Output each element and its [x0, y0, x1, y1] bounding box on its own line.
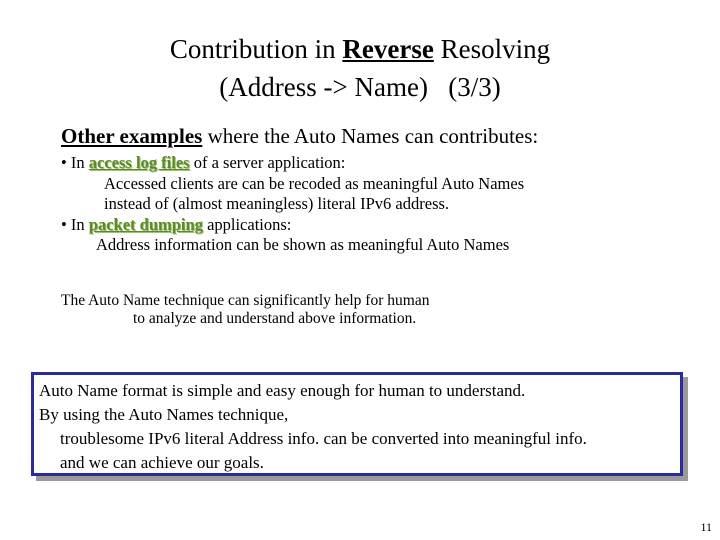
- summary-line: and we can achieve our goals.: [60, 453, 264, 472]
- summary-line: By using the Auto Names technique,: [39, 405, 289, 424]
- bullet-detail: Address information can be shown as meaningful Auto Names: [96, 235, 510, 254]
- title-emphasis: Reverse: [342, 34, 434, 64]
- bullet-detail: Accessed clients are can be recoded as meaningful Auto Names: [104, 173, 525, 193]
- summary-box: [31, 372, 683, 476]
- bullet-prefix: • In: [61, 214, 89, 234]
- bullet-suffix: of a server application:: [189, 153, 346, 172]
- title-line-2: (Address -> Name) (3/3): [219, 72, 501, 102]
- bullet-item: [61, 215, 524, 236]
- summary-line: Auto Name format is simple and easy enough for human to understand.: [39, 381, 526, 400]
- note-text: [61, 292, 429, 328]
- bullet-highlight: packet dumping: [88, 214, 203, 234]
- intro-line: [61, 124, 538, 149]
- summary-line: troublesome IPv6 literal Address info. can be converted into meaningful info.: [60, 429, 587, 448]
- title-line-1: [0, 30, 720, 68]
- note-line: to analyze and understand above information.: [133, 310, 417, 327]
- bullet-detail: instead of (almost meaningless) literal IPv6 address.: [104, 194, 450, 213]
- intro-text: where the Auto Names can contributes:: [202, 124, 539, 148]
- bullet-highlight: access log files: [88, 153, 190, 172]
- note-line: The Auto Name technique can significantly help for human: [61, 292, 430, 309]
- intro-emphasis: Other examples: [61, 124, 203, 148]
- bullet-prefix: • In: [61, 153, 89, 172]
- title-text: Contribution in: [169, 34, 343, 64]
- title-text-end: Resolving: [433, 34, 551, 64]
- page-number: 11: [700, 520, 712, 534]
- slide-title: [0, 30, 720, 106]
- bullet-suffix: applications:: [202, 214, 292, 234]
- bullet-item: [61, 153, 524, 174]
- bullet-list: [61, 153, 524, 256]
